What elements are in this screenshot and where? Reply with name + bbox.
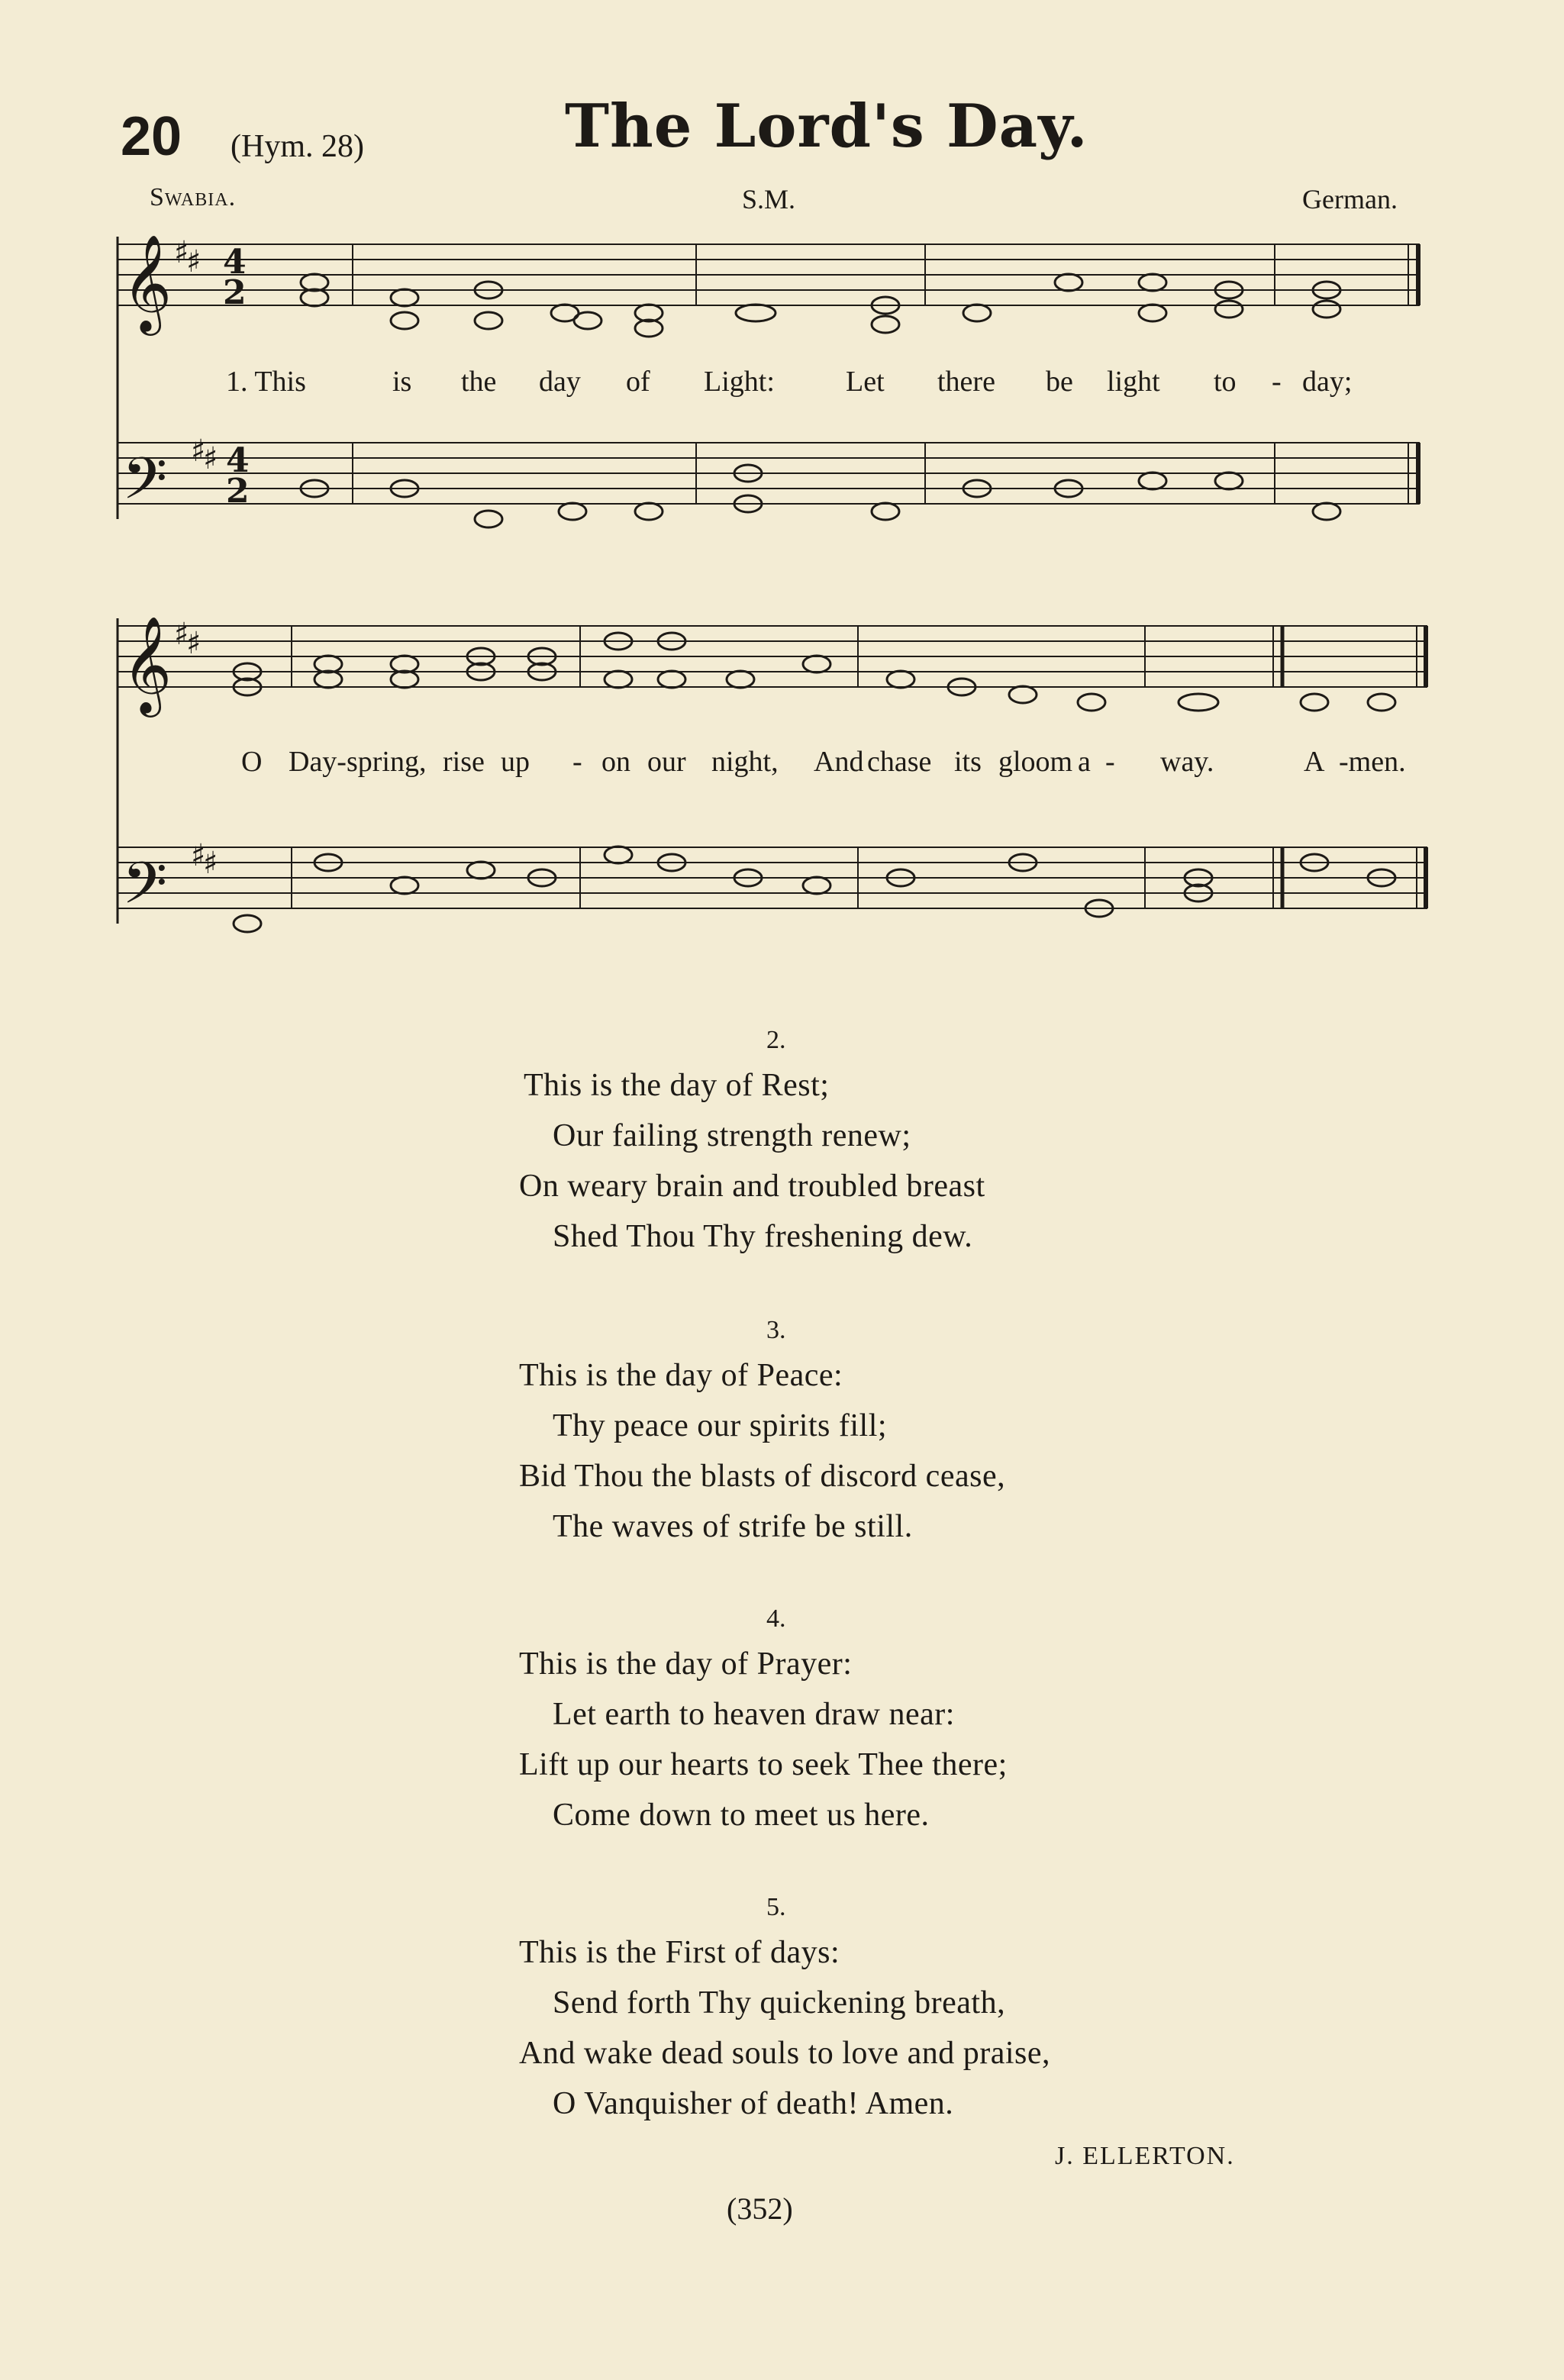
sharp-icon: ♯ <box>191 434 206 469</box>
stanza-number: 4. <box>766 1604 786 1633</box>
lyric-syllable: its <box>954 746 982 778</box>
verse-line: O Vanquisher of death! Amen. <box>553 2086 954 2121</box>
sharp-icon: ♯ <box>203 846 218 881</box>
stanza-number: 5. <box>766 1893 786 1921</box>
verse-line: Lift up our hearts to seek Thee there; <box>519 1747 1008 1782</box>
verse-line: This is the day of Rest; <box>524 1068 830 1103</box>
lyric-syllable: day; <box>1302 366 1353 398</box>
lyric-syllable: - <box>1272 366 1282 398</box>
time-signature: 4 <box>226 441 250 480</box>
stanza-number: 3. <box>766 1316 786 1344</box>
sharp-icon: ♯ <box>174 235 189 270</box>
staff-bass-2 <box>118 847 1427 908</box>
lyric-syllable: -men. <box>1339 746 1406 778</box>
verse-line: Our failing strength renew; <box>553 1118 911 1153</box>
lyric-syllable: chase <box>867 746 932 778</box>
sharp-icon: ♯ <box>186 626 202 661</box>
lyric-syllable: night, <box>711 746 779 778</box>
lyric-syllable: of <box>626 366 650 398</box>
lyric-syllable: way. <box>1160 746 1214 778</box>
lyric-syllable: And <box>814 746 864 778</box>
verse-line: Thy peace our spirits fill; <box>553 1408 888 1443</box>
lyric-syllable: 1. This <box>226 366 306 398</box>
verse-line: This is the First of days: <box>519 1935 840 1970</box>
verse-line: This is the day of Prayer: <box>519 1646 853 1682</box>
svg-text:2: 2 <box>223 273 247 312</box>
tune-name: Swabia. <box>150 183 237 211</box>
verse-line: And wake dead souls to love and praise, <box>519 2036 1050 2071</box>
verse-line: Send forth Thy quickening breath, <box>553 1985 1006 2020</box>
bass-clef-icon: 𝄢 <box>122 850 168 931</box>
lyric-syllable: A <box>1304 746 1325 778</box>
verse-line: This is the day of Peace: <box>519 1358 843 1393</box>
lyric-syllable: light <box>1107 366 1160 398</box>
lyric-syllable: a <box>1078 746 1091 778</box>
sharp-icon: ♯ <box>174 617 189 652</box>
treble-clef-icon: 𝄞 <box>122 615 173 713</box>
lyric-syllable: day <box>539 366 581 398</box>
lyric-syllable: O <box>241 746 263 778</box>
sharp-icon: ♯ <box>191 838 206 873</box>
svg-text:2: 2 <box>226 472 250 511</box>
hymn-reference: (Hym. 28) <box>231 129 364 164</box>
lyric-syllable: be <box>1046 366 1073 398</box>
lyric-syllable: Day-spring, <box>289 746 427 778</box>
verse-line: Shed Thou Thy freshening dew. <box>553 1219 973 1254</box>
lyric-syllable: gloom <box>998 746 1073 778</box>
sharp-icon: ♯ <box>186 244 202 279</box>
hymn-number: 20 <box>121 106 182 167</box>
lyric-syllable: up <box>501 746 530 778</box>
lyric-syllable: on <box>601 746 630 778</box>
music-score <box>0 0 1564 977</box>
stanza-number: 2. <box>766 1026 786 1054</box>
lyric-syllable: Let <box>846 366 885 398</box>
bass-clef-icon: 𝄢 <box>122 445 168 527</box>
verse-line: The waves of strife be still. <box>553 1509 913 1544</box>
verse-line: Let earth to heaven draw near: <box>553 1697 955 1732</box>
lyric-syllable: Light: <box>704 366 775 398</box>
lyric-syllable: there <box>937 366 995 398</box>
tune-origin: German. <box>1302 184 1398 214</box>
lyric-syllable: our <box>647 746 686 778</box>
page-number: (352) <box>727 2191 793 2226</box>
lyric-syllable: the <box>461 366 497 398</box>
lyric-syllable: to <box>1214 366 1237 398</box>
lyric-syllable: - <box>572 746 582 778</box>
lyric-syllable: - <box>1105 746 1115 778</box>
time-signature: 4 <box>223 243 247 282</box>
sharp-icon: ♯ <box>203 441 218 476</box>
verse-line: Come down to meet us here. <box>553 1798 930 1833</box>
lyric-syllable: rise <box>443 746 485 778</box>
hymn-title: The Lord's Day. <box>565 92 1088 161</box>
verse-line: Bid Thou the blasts of discord cease, <box>519 1459 1006 1494</box>
lyric-syllable: is <box>392 366 412 398</box>
meter: S.M. <box>742 184 796 214</box>
treble-clef-icon: 𝄞 <box>122 234 173 331</box>
author-credit: J. ELLERTON. <box>1055 2142 1235 2170</box>
verse-line: On weary brain and troubled breast <box>519 1169 985 1204</box>
